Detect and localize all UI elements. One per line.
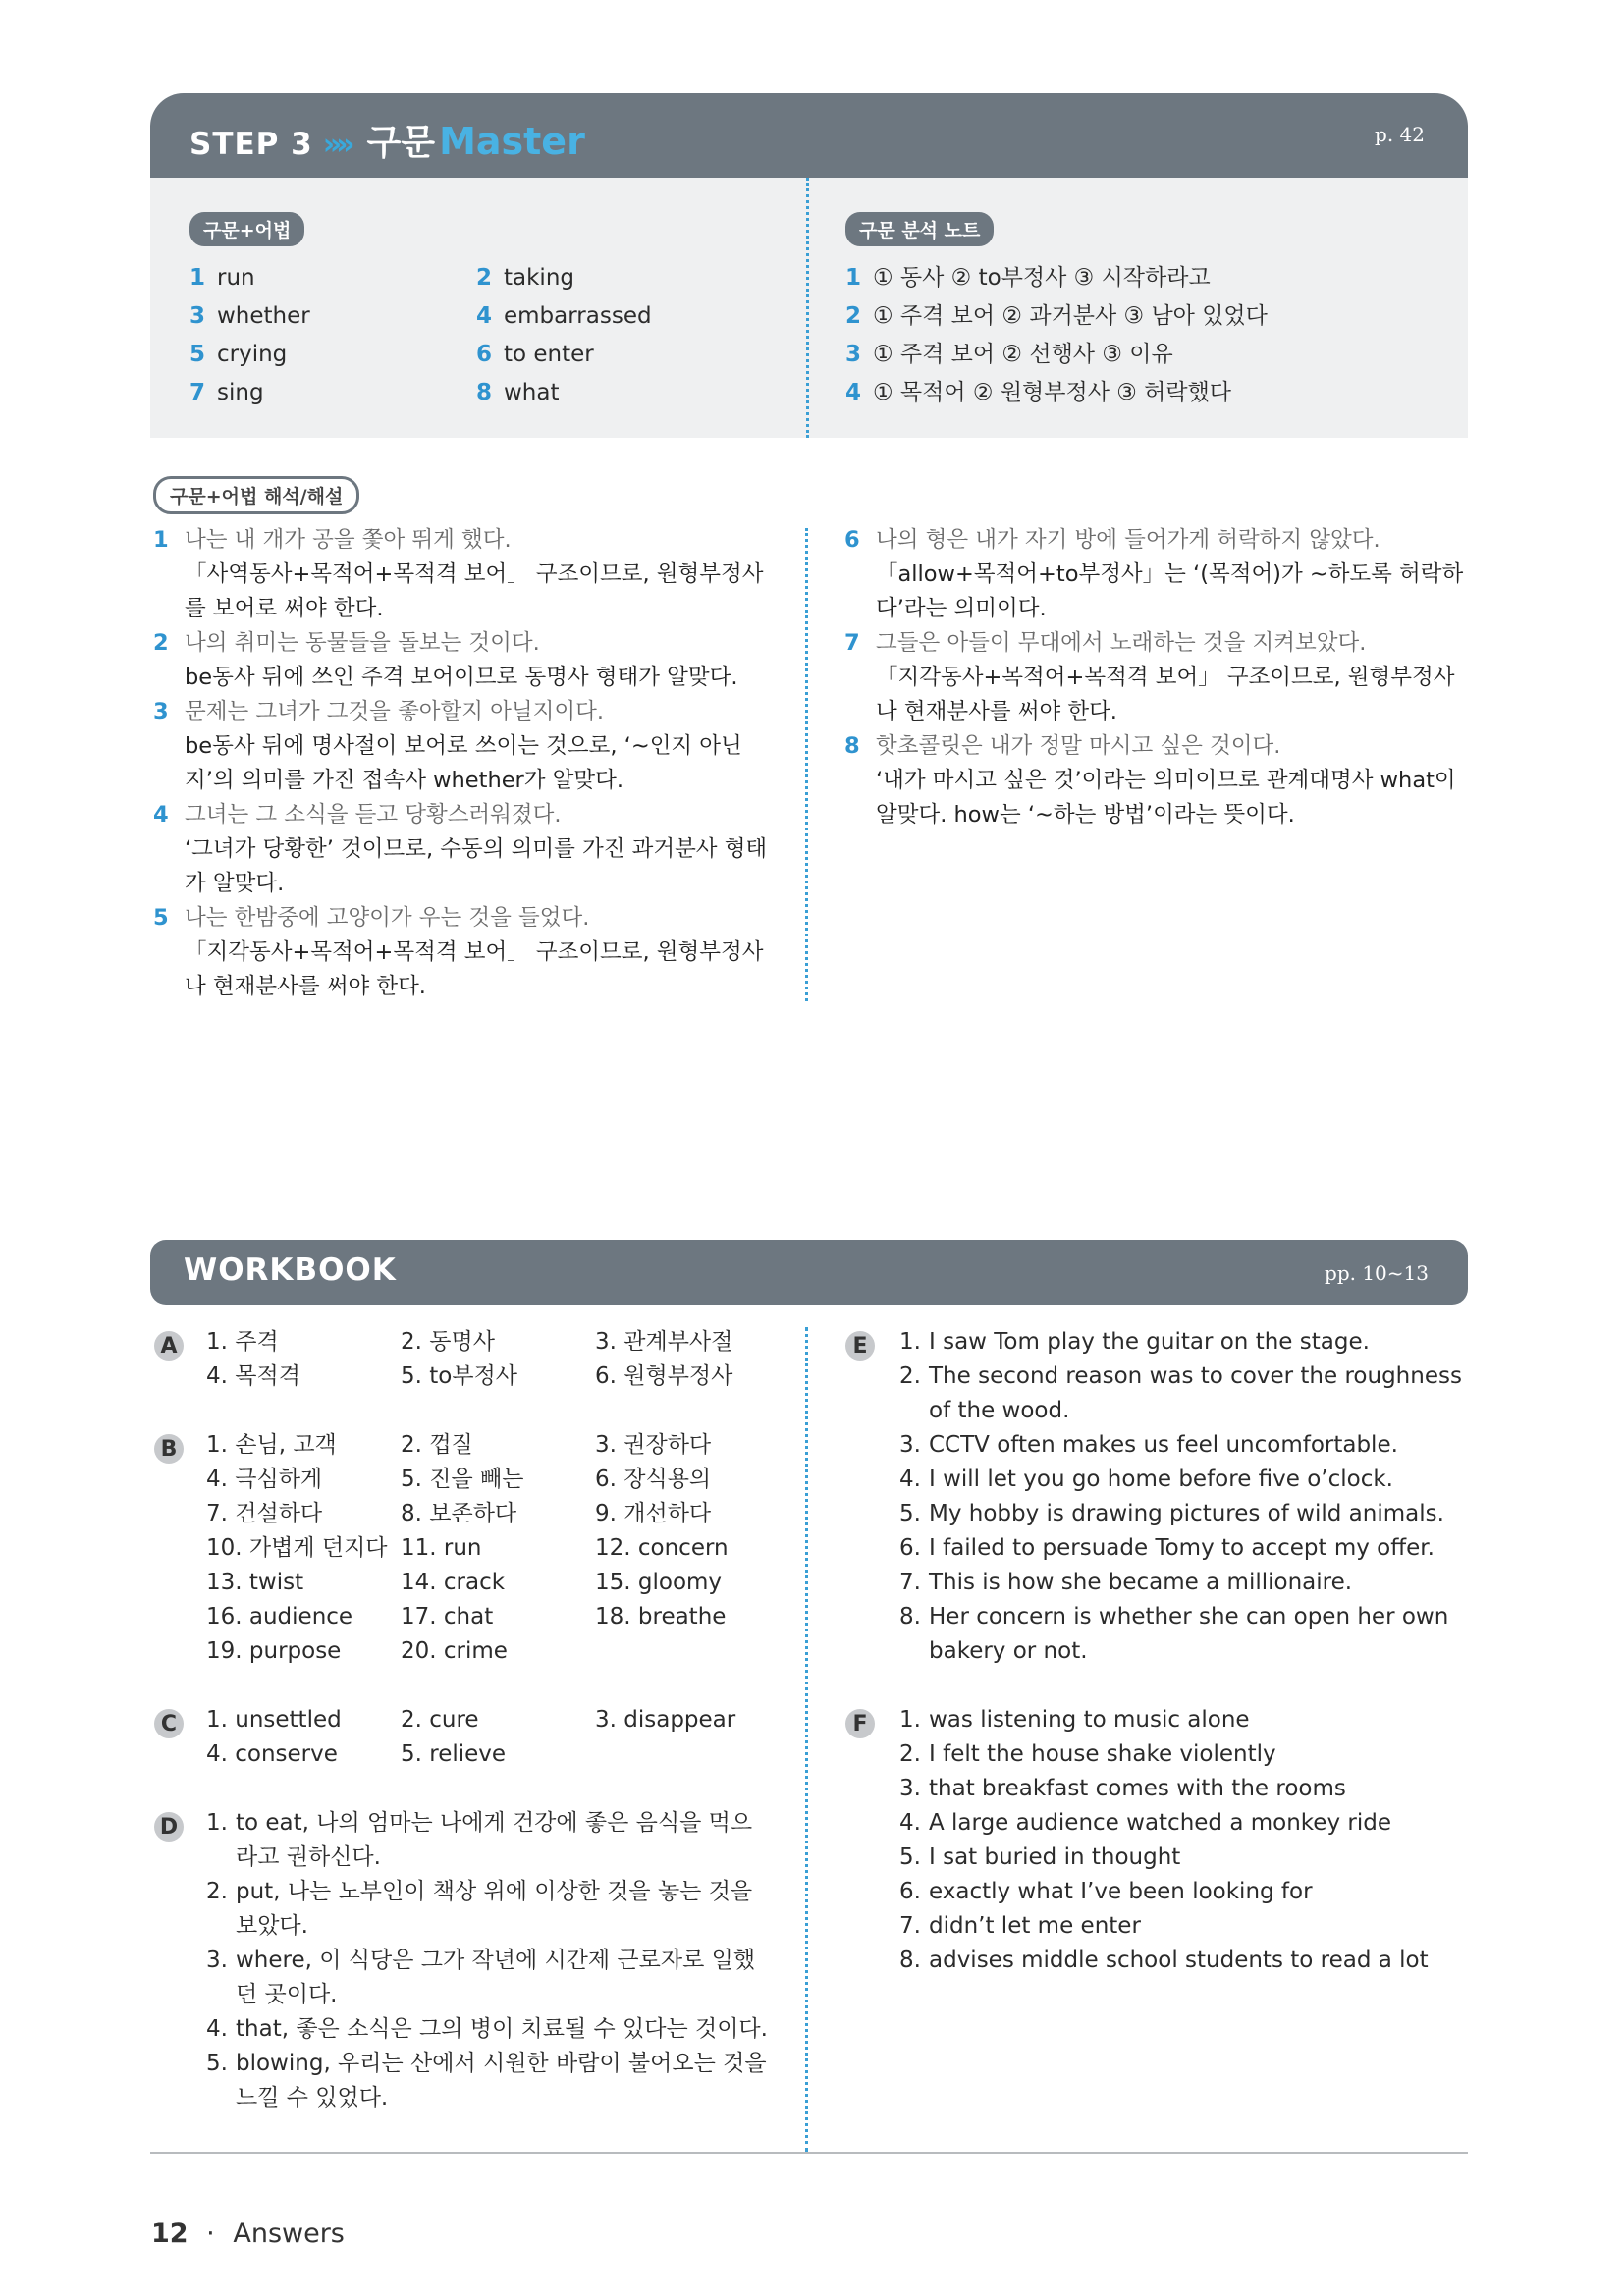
analysis-row: 1 ① 동사 ② to부정사 ③ 시작하라고 <box>845 265 1211 291</box>
section-d-marker: D <box>154 1812 184 1842</box>
step3-title <box>189 115 585 163</box>
explanation-item: 1 나는 내 개가 공을 쫓아 뛰게 했다. 「사역동사+목적어+목적격 보어」 구조이므로, 원형부정사를 보어로 써야 한다. <box>153 523 770 626</box>
list-item: 10. 가볍게 던지다 <box>206 1535 388 1561</box>
list-item: 9. 개선하다 <box>595 1501 712 1526</box>
grammar-badge: 구문+어법 <box>189 212 304 246</box>
translation-text: 나는 한밤중에 고양이가 우는 것을 들었다. <box>185 905 590 931</box>
list-item: 11. run <box>401 1535 482 1561</box>
list-item: 2. 동명사 <box>401 1329 495 1355</box>
workbook-title: WORKBOOK <box>184 1253 397 1288</box>
list-item: 5. blowing, 우리는 산에서 시원한 바람이 불어오는 것을 느낄 수 있었다. <box>206 2051 767 2110</box>
explanation-left-column <box>153 523 770 1004</box>
list-item: 5. relieve <box>401 1741 507 1767</box>
explanation-text: ‘그녀가 당황한’ 것이므로, 수동의 의미를 가진 과거분사 형태가 알맞다. <box>185 836 768 896</box>
footer-separator: · <box>206 2218 215 2249</box>
answer-text: sing <box>217 380 264 405</box>
explanation-item: 4 그녀는 그 소식을 듣고 당황스러워졌다. ‘그녀가 당황한’ 것이므로, 수동의 의미를 가진 과거분사 형태가 알맞다. <box>153 798 770 901</box>
explanation-text: 「지각동사+목적어+목적격 보어」 구조이므로, 원형부정사나 현재분사를 써야 한다. <box>185 939 764 999</box>
bottom-rule <box>150 2152 1468 2154</box>
section-c-list <box>206 1703 791 1772</box>
answer-text: crying <box>217 342 288 367</box>
grammar-answer-list <box>189 259 763 412</box>
explanation-item: 5 나는 한밤중에 고양이가 우는 것을 들었다. 「지각동사+목적어+목적격 보어」 구조이므로, 원형부정사나 현재분사를 써야 한다. <box>153 901 770 1004</box>
explanation-item: 2 나의 취미는 동물들을 돌보는 것이다. be동사 뒤에 쓰인 주격 보어이므로 동명사 형태가 알맞다. <box>153 626 770 695</box>
answer-text: embarrassed <box>504 303 652 329</box>
list-item: 5. I sat buried in thought <box>899 1844 1181 1870</box>
translation-text: 그녀는 그 소식을 듣고 당황스러워졌다. <box>185 802 562 828</box>
workbook-divider <box>805 1327 808 2152</box>
list-item: 3. that breakfast comes with the rooms <box>899 1776 1346 1801</box>
list-item: 5. My hobby is drawing pictures of wild animals. <box>899 1501 1444 1526</box>
double-chevron-icon: »» <box>322 128 350 162</box>
explanation-item: 3 문제는 그녀가 그것을 좋아할지 아닐지이다. be동사 뒤에 명사절이 보어로 쓰이는 것으로, ‘~인지 아닌지’의 의미를 가진 접속사 whether가 알맞다. <box>153 695 770 798</box>
step3-header <box>150 93 1468 178</box>
page-footer <box>151 2218 345 2249</box>
section-d-list <box>206 1806 772 2115</box>
explanation-text: be동사 뒤에 명사절이 보어로 쓰이는 것으로, ‘~인지 아닌지’의 의미를 가진 접속사 whether가 알맞다. <box>185 733 742 793</box>
answer-row: 3 whether 4 embarrassed <box>189 303 652 329</box>
list-item: 1. unsettled <box>206 1707 342 1733</box>
list-item: 8. 보존하다 <box>401 1501 517 1526</box>
answer-text: what <box>504 380 560 405</box>
explanation-text: 「지각동사+목적어+목적격 보어」 구조이므로, 원형부정사나 현재분사를 써야 한다. <box>876 665 1455 724</box>
list-item: 1. 손님, 고객 <box>206 1432 337 1458</box>
list-item: 4. 극심하게 <box>206 1467 323 1492</box>
section-e-marker: E <box>845 1331 875 1361</box>
list-item: 5. 진을 빼는 <box>401 1467 524 1492</box>
title-master: Master <box>439 120 585 163</box>
explanation-text: be동사 뒤에 쓰인 주격 보어이므로 동명사 형태가 알맞다. <box>185 665 738 690</box>
translation-text: 그들은 아들이 무대에서 노래하는 것을 지켜보았다. <box>876 630 1367 656</box>
analysis-note-list <box>845 259 1268 412</box>
list-item: 1. was listening to music alone <box>899 1707 1250 1733</box>
list-item: 2. cure <box>401 1707 479 1733</box>
answer-row: 5 crying 6 to enter <box>189 342 594 367</box>
list-item: 1. 주격 <box>206 1329 279 1355</box>
column-divider <box>806 178 809 438</box>
list-item: 2. put, 나는 노부인이 책상 위에 이상한 것을 놓는 것을 보았다. <box>206 1879 753 1939</box>
list-item: 3. 관계부사절 <box>595 1329 733 1355</box>
step3-answer-box <box>150 178 1468 438</box>
list-item: 2. The second reason was to cover the roughness of the wood. <box>899 1363 1462 1423</box>
translation-text: 핫초콜릿은 내가 정말 마시고 싶은 것이다. <box>876 733 1281 759</box>
list-item: 6. 장식용의 <box>595 1467 712 1492</box>
list-item: 7. This is how she became a millionaire. <box>899 1570 1353 1595</box>
title-korean: 구문 <box>366 123 436 163</box>
list-item: 4. A large audience watched a monkey ride <box>899 1810 1391 1836</box>
list-item: 4. conserve <box>206 1741 338 1767</box>
list-item: 16. audience <box>206 1604 353 1629</box>
translation-text: 문제는 그녀가 그것을 좋아할지 아닐지이다. <box>185 699 604 724</box>
section-f-marker: F <box>845 1709 875 1738</box>
list-item: 3. disappear <box>595 1707 736 1733</box>
section-b-list <box>206 1428 791 1669</box>
analysis-badge: 구문 분석 노트 <box>845 212 994 246</box>
list-item: 2. 껍질 <box>401 1432 473 1458</box>
list-item: 2. I felt the house shake violently <box>899 1741 1276 1767</box>
answer-row: 1 run 2 taking <box>189 265 574 291</box>
list-item: 3. where, 이 식당은 그가 작년에 시간제 근로자로 일했던 곳이다. <box>206 1948 756 2007</box>
explanation-text: 「사역동사+목적어+목적격 보어」 구조이므로, 원형부정사를 보어로 써야 한다. <box>185 561 764 621</box>
list-item: 1. I saw Tom play the guitar on the stage. <box>899 1329 1370 1355</box>
list-item: 15. gloomy <box>595 1570 723 1595</box>
list-item: 5. to부정사 <box>401 1363 517 1389</box>
translation-text: 나의 형은 내가 자기 방에 들어가게 허락하지 않았다. <box>876 527 1380 553</box>
answer-row: 7 sing 8 what <box>189 380 560 405</box>
page-reference: p. 42 <box>1375 123 1425 146</box>
workbook-header <box>150 1240 1468 1305</box>
explanation-item: 6 나의 형은 내가 자기 방에 들어가게 허락하지 않았다. 「allow+목적어+to부정사」는 ‘(목적어)가 ~하도록 허락하다’라는 의미이다. <box>844 523 1469 626</box>
section-f-list <box>899 1703 1469 1978</box>
section-c-marker: C <box>154 1709 184 1738</box>
translation-text: 나는 내 개가 공을 쫓아 뛰게 했다. <box>185 527 512 553</box>
list-item: 4. I will let you go home before five o’clock. <box>899 1467 1393 1492</box>
section-e-list <box>899 1325 1469 1669</box>
list-item: 8. Her concern is whether she can open her own bakery or not. <box>899 1604 1449 1664</box>
list-item: 17. chat <box>401 1604 494 1629</box>
list-item: 12. concern <box>595 1535 729 1561</box>
list-item: 7. didn’t let me enter <box>899 1913 1141 1939</box>
list-item: 6. I failed to persuade Tomy to accept my offer. <box>899 1535 1435 1561</box>
list-item: 8. advises middle school students to read a lot <box>899 1948 1429 1973</box>
list-item: 18. breathe <box>595 1604 727 1629</box>
workbook-page-reference: pp. 10~13 <box>1325 1261 1429 1285</box>
answer-text: run <box>217 265 255 291</box>
explanation-right-column <box>844 523 1469 832</box>
explanation-text: ‘내가 마시고 싶은 것’이라는 의미이므로 관계대명사 what이 알맞다. how는 ‘~하는 방법’이라는 뜻이다. <box>876 768 1456 828</box>
explanation-badge: 구문+어법 해석/해설 <box>153 476 359 514</box>
page-number: 12 <box>151 2218 189 2249</box>
list-item: 7. 건설하다 <box>206 1501 323 1526</box>
list-item: 14. crack <box>401 1570 506 1595</box>
analysis-row: 2 ① 주격 보어 ② 과거분사 ③ 남아 있었다 <box>845 303 1268 329</box>
list-item: 1. to eat, 나의 엄마는 나에게 건강에 좋은 음식을 먹으라고 권하신다. <box>206 1810 753 1870</box>
answer-text: whether <box>217 303 310 329</box>
list-item: 4. that, 좋은 소식은 그의 병이 치료될 수 있다는 것이다. <box>206 2016 768 2042</box>
list-item: 6. 원형부정사 <box>595 1363 733 1389</box>
list-item: 4. 목적격 <box>206 1363 300 1389</box>
list-item: 19. purpose <box>206 1638 342 1664</box>
analysis-row: 4 ① 목적어 ② 원형부정사 ③ 허락했다 <box>845 380 1232 405</box>
list-item: 13. twist <box>206 1570 304 1595</box>
answer-text: taking <box>504 265 574 291</box>
explanation-item: 7 그들은 아들이 무대에서 노래하는 것을 지켜보았다. 「지각동사+목적어+목적격 보어」 구조이므로, 원형부정사나 현재분사를 써야 한다. <box>844 626 1469 729</box>
translation-text: 나의 취미는 동물들을 돌보는 것이다. <box>185 630 540 656</box>
explanation-text: 「allow+목적어+to부정사」는 ‘(목적어)가 ~하도록 허락하다’라는 의미이다. <box>876 561 1464 621</box>
list-item: 6. exactly what I’ve been looking for <box>899 1879 1313 1904</box>
list-item: 3. 권장하다 <box>595 1432 712 1458</box>
section-a-list <box>206 1325 791 1394</box>
explanation-divider <box>805 528 808 1001</box>
analysis-row: 3 ① 주격 보어 ② 선행사 ③ 이유 <box>845 342 1173 367</box>
list-item: 3. CCTV often makes us feel uncomfortable. <box>899 1432 1398 1458</box>
section-b-marker: B <box>154 1434 184 1464</box>
footer-label: Answers <box>233 2218 345 2249</box>
step-label: STEP 3 <box>189 127 313 162</box>
list-item: 20. crime <box>401 1638 508 1664</box>
explanation-item: 8 핫초콜릿은 내가 정말 마시고 싶은 것이다. ‘내가 마시고 싶은 것’이라는 의미이므로 관계대명사 what이 알맞다. how는 ‘~하는 방법’이라는 뜻이다. <box>844 729 1469 832</box>
section-a-marker: A <box>154 1331 184 1361</box>
answer-text: to enter <box>504 342 594 367</box>
